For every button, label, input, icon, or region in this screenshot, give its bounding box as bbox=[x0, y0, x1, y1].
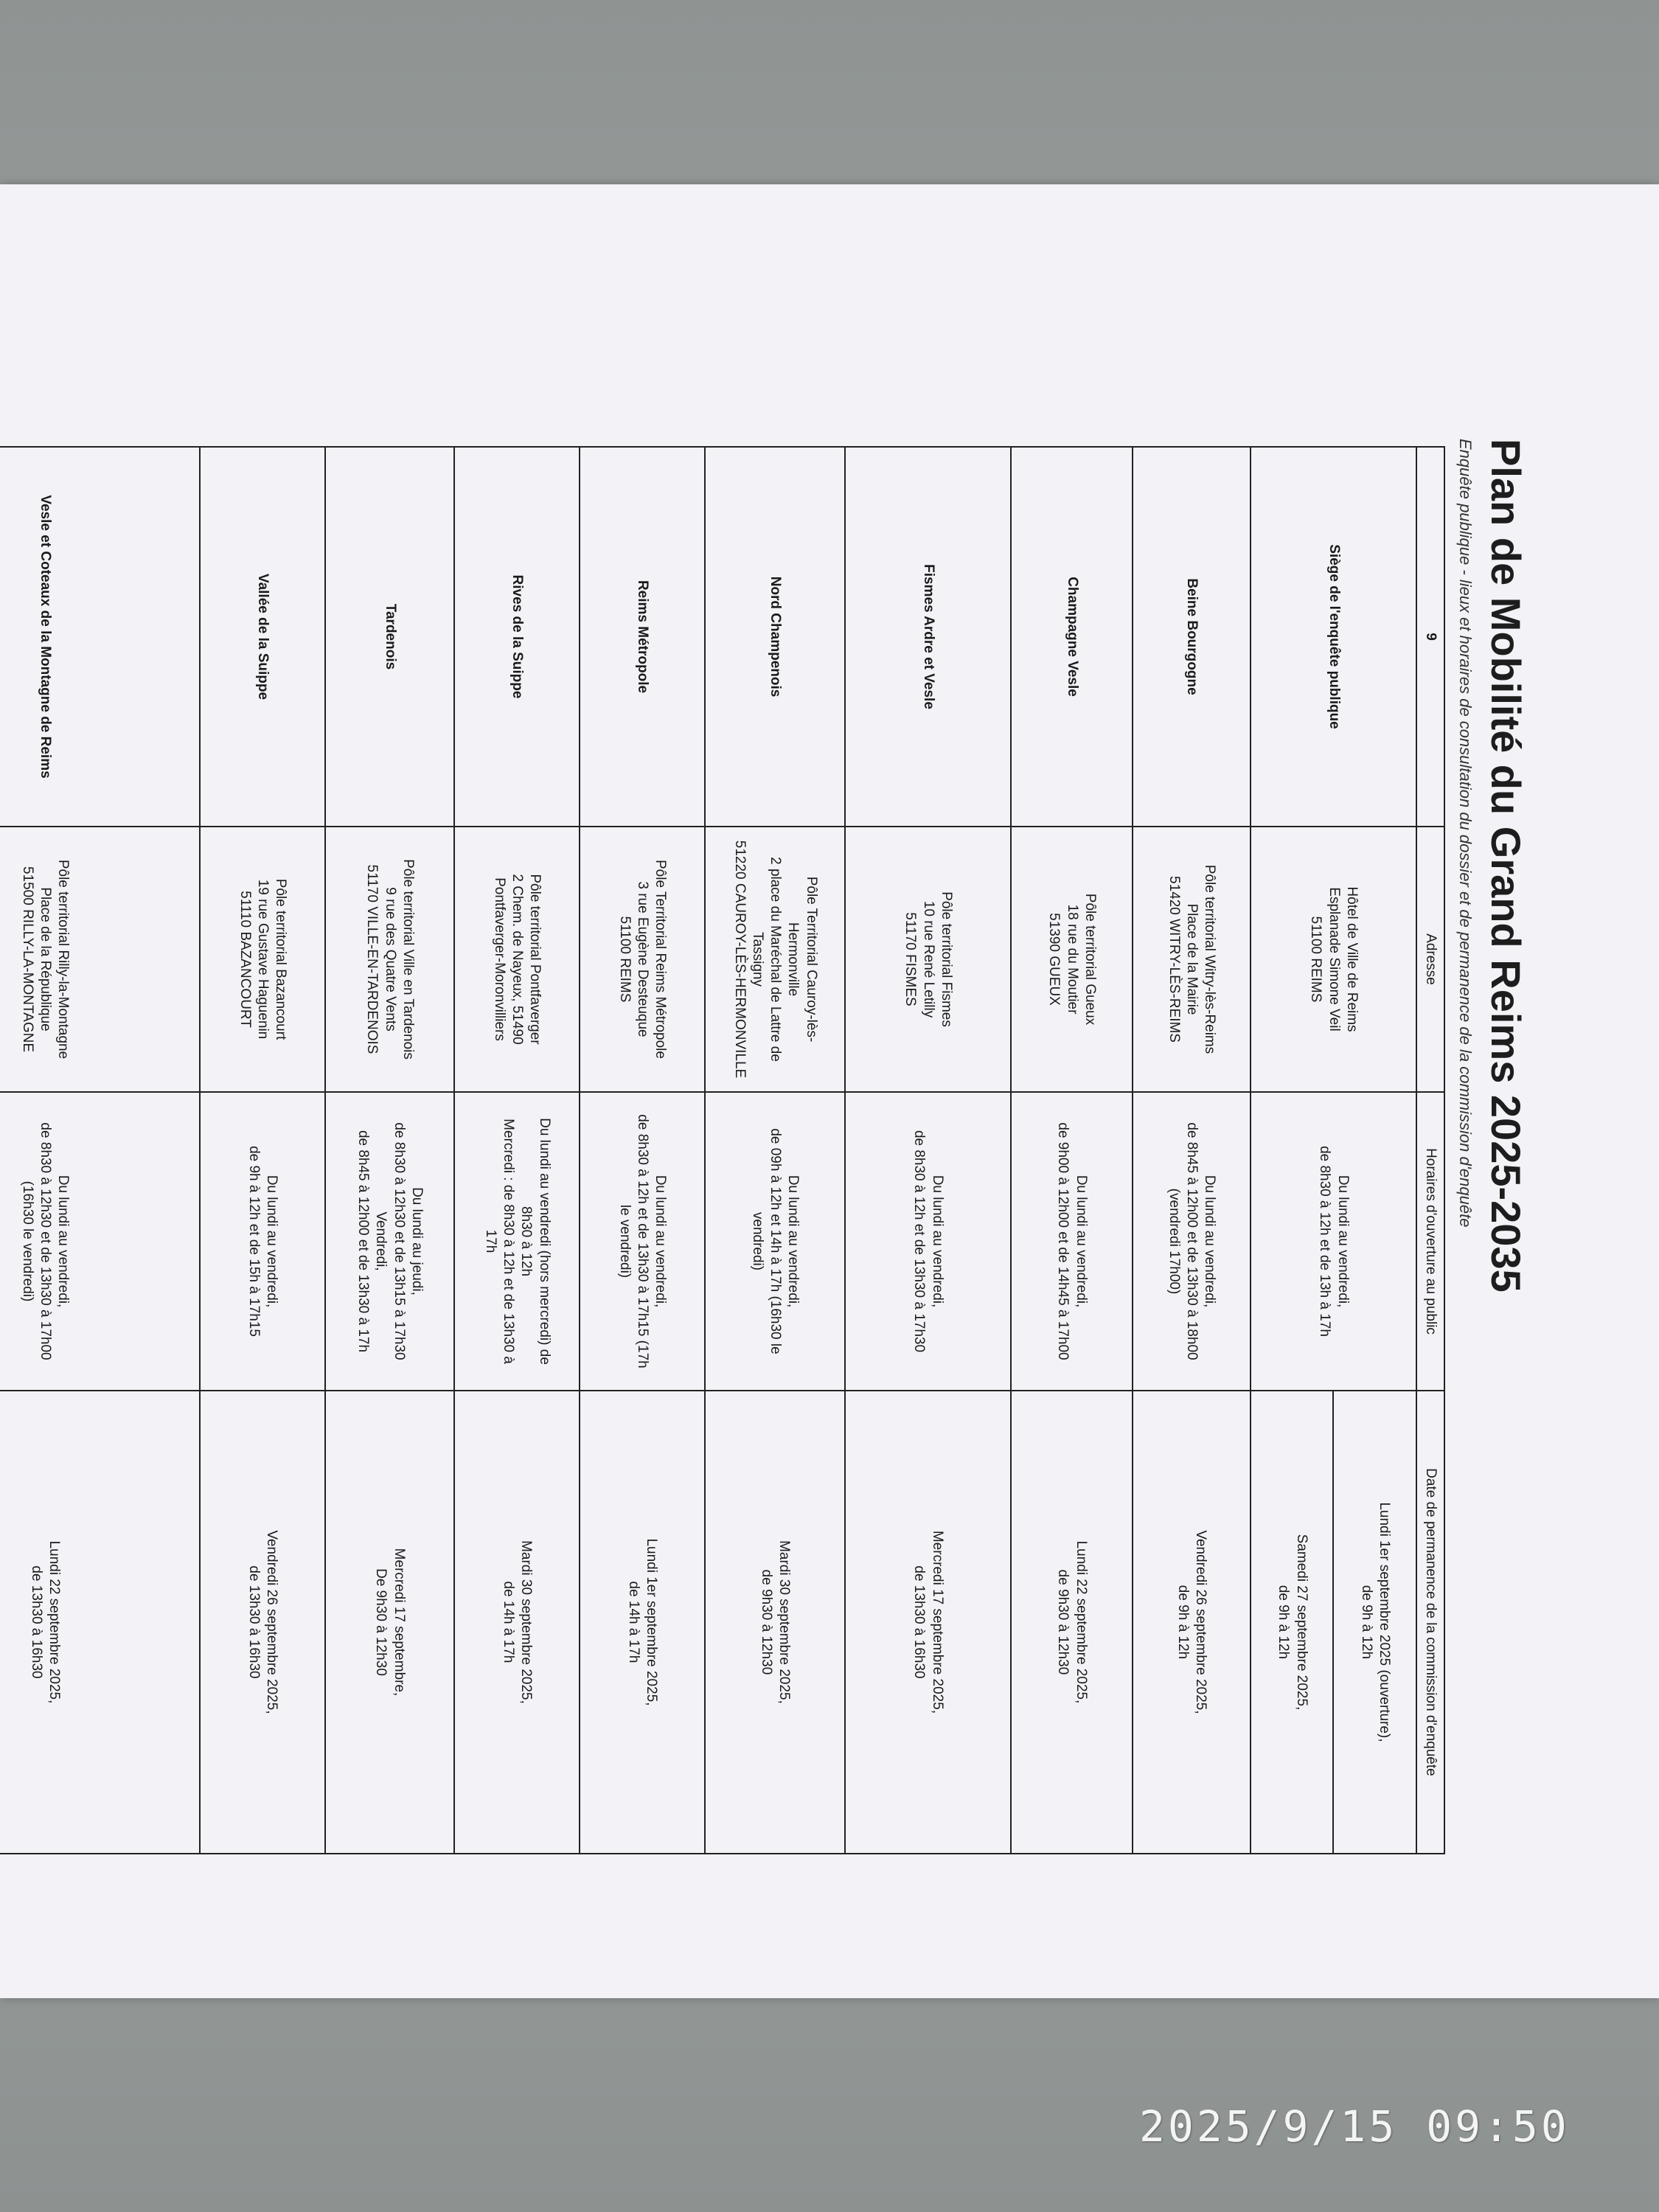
page-title: Plan de Mobilité du Grand Reims 2025-2035 bbox=[1483, 439, 1529, 1293]
address-cell: Pôle territorial Rilly-la-Montagne Place de la République 51500 RILLY-LA-MONTAGNE bbox=[0, 827, 199, 1093]
rotated-page bbox=[0, 184, 1659, 1998]
dates-cell: Mercredi 17 septembre 2025, de 13h30 à 16h30 bbox=[911, 1530, 945, 1714]
header-hours: Horaires d'ouverture au public bbox=[1417, 1093, 1444, 1391]
hours-cell: Du lundi au jeudi, de 8h30 à 12h30 et de 13h15 à 17h30 Vendredi, de 8h45 à 12h00 et de 13h30 à 17h bbox=[326, 1093, 453, 1391]
table-row bbox=[199, 448, 324, 1853]
dates-cell: Mercredi 17 septembre, De 9h30 à 12h30 bbox=[373, 1548, 407, 1697]
hours-cell: Du lundi au vendredi, de 09h à 12h et 14h à 17h (16h30 le vendredi) bbox=[706, 1093, 844, 1391]
hours-cell: Du lundi au vendredi, de 8h30 à 12h et de 13h30 à 17h15 (17h le vendredi) bbox=[580, 1093, 704, 1391]
table-row bbox=[704, 448, 844, 1853]
hours-cell: Du lundi au vendredi, de 8h30 à 12h et de 13h30 à 17h30 bbox=[846, 1093, 1010, 1391]
territory-name: Vesle et Coteaux de la Montagne de Reims bbox=[0, 448, 199, 827]
territory-name: Beine Bourgogne bbox=[1133, 448, 1250, 827]
address-cell: Pôle territorial Fismes 10 rue René Letilly 51170 FISMES bbox=[846, 827, 1010, 1093]
date-entry: Samedi 27 septembre 2025, de 9h à 12h bbox=[1276, 1534, 1310, 1711]
paper-sheet bbox=[0, 184, 1659, 1998]
hours-cell: Du lundi au vendredi, de 8h30 à 12h et de 13h à 17h bbox=[1251, 1093, 1416, 1391]
hours-cell: Du lundi au vendredi, de 8h45 à 12h00 et de 13h30 à 18h00 (vendredi 17h00) bbox=[1133, 1093, 1250, 1391]
table-row bbox=[0, 448, 199, 1853]
dates-cell: Mardi 30 septembre 2025, de 9h30 à 12h30 bbox=[759, 1540, 793, 1704]
territory-name: Reims Métropole bbox=[580, 448, 704, 827]
address-cell: Pôle Territorial Cauroy-lès- Hermonville 2 place du Maréchal de Lattre de Tassigny 51220 CAUROY-LÈS-HERMONVILLE bbox=[706, 827, 844, 1093]
permanence-table bbox=[0, 446, 1445, 1854]
territory-name: Champagne Vesle bbox=[1012, 448, 1132, 827]
dates-cell bbox=[1251, 1391, 1416, 1853]
table-row bbox=[844, 448, 1010, 1853]
header-dates: Date de permanence de la commission d'enquête bbox=[1423, 1468, 1439, 1776]
address-cell: Hôtel de Ville de Reims Esplanade Simone Veil 51100 REIMS bbox=[1251, 827, 1416, 1093]
dates-cell: Lundi 22 septembre 2025, de 13h30 à 16h30 bbox=[29, 1540, 63, 1704]
dates-cell: Vendredi 26 septembre 2025, de 9h à 12h bbox=[1175, 1530, 1209, 1714]
dates-cell: Vendredi 26 septembre 2025, de 13h30 à 16h30 bbox=[246, 1530, 280, 1714]
territory-name: Fismes Ardre et Vesle bbox=[846, 448, 1010, 827]
hours-cell: Du lundi au vendredi, de 8h30 à 12h30 et de 13h30 à 17h00 (16h30 le vendredi) bbox=[0, 1093, 199, 1391]
page-subtitle: Enquête publique - lieux et horaires de consultation du dossier et de permanence de la commission d'enquête bbox=[1456, 439, 1475, 1228]
hours-cell: Du lundi au vendredi, de 9h00 à 12h00 et de 14h45 à 17h00 bbox=[1012, 1093, 1132, 1391]
table-row bbox=[1250, 448, 1416, 1853]
table-header-row bbox=[1416, 448, 1444, 1853]
table-row bbox=[579, 448, 704, 1853]
territory-name: Vallée de la Suippe bbox=[201, 448, 324, 827]
header-territory: 9 bbox=[1417, 448, 1444, 827]
address-cell: Pôle territorial Bazancourt 19 rue Gustave Haguenin 51110 BAZANCOURT bbox=[201, 827, 324, 1093]
address-cell: Pôle territorial Pontfaverger 2 Chem. de Nayeux, 51490 Pontfaverger-Moronvilliers bbox=[455, 827, 579, 1093]
camera-timestamp: 2025/9/15 09:50 bbox=[1139, 2101, 1570, 2152]
territory-name: Siège de l'enquête publique bbox=[1251, 448, 1416, 827]
address-cell: Pôle territorial Gueux 18 rue du Moutier 51390 GUEUX bbox=[1012, 827, 1132, 1093]
table-row bbox=[453, 448, 579, 1853]
address-cell: Pôle territorial Witry-lès-Reims Place de la Mairie 51420 WITRY-LÈS-REIMS bbox=[1133, 827, 1250, 1093]
address-cell: Pôle territorial Ville en Tardenois 9 rue des Quatre Vents 51170 VILLE-EN-TARDENOIS bbox=[326, 827, 453, 1093]
dates-cell: Lundi 22 septembre 2025, de 9h30 à 12h30 bbox=[1055, 1540, 1089, 1704]
dates-cell: Lundi 1er septembre 2025, de 14h à 17h bbox=[626, 1538, 660, 1706]
territory-name: Tardenois bbox=[326, 448, 453, 827]
territory-name: Nord Champenois bbox=[706, 448, 844, 827]
hours-cell: Du lundi au vendredi, de 9h à 12h et de 15h à 17h15 bbox=[201, 1093, 324, 1391]
address-cell: Pôle Territorial Reims Métropole 3 rue Eugène Desteuque 51100 REIMS bbox=[580, 827, 704, 1093]
dates-cell: Mardi 30 septembre 2025, de 14h à 17h bbox=[501, 1540, 535, 1704]
date-entry: Lundi 1er septembre 2025 (ouverture), de 9h à 12h bbox=[1333, 1391, 1416, 1853]
hours-cell: Du lundi au vendredi (hors mercredi) de 8h30 à 12h Mercredi : de 8h30 à 12h et de 13h30 à 17h bbox=[455, 1093, 579, 1391]
table-row bbox=[1132, 448, 1250, 1853]
table-row bbox=[1010, 448, 1132, 1853]
territory-name: Rives de la Suippe bbox=[455, 448, 579, 827]
header-address: Adresse bbox=[1417, 827, 1444, 1093]
table-row bbox=[324, 448, 453, 1853]
